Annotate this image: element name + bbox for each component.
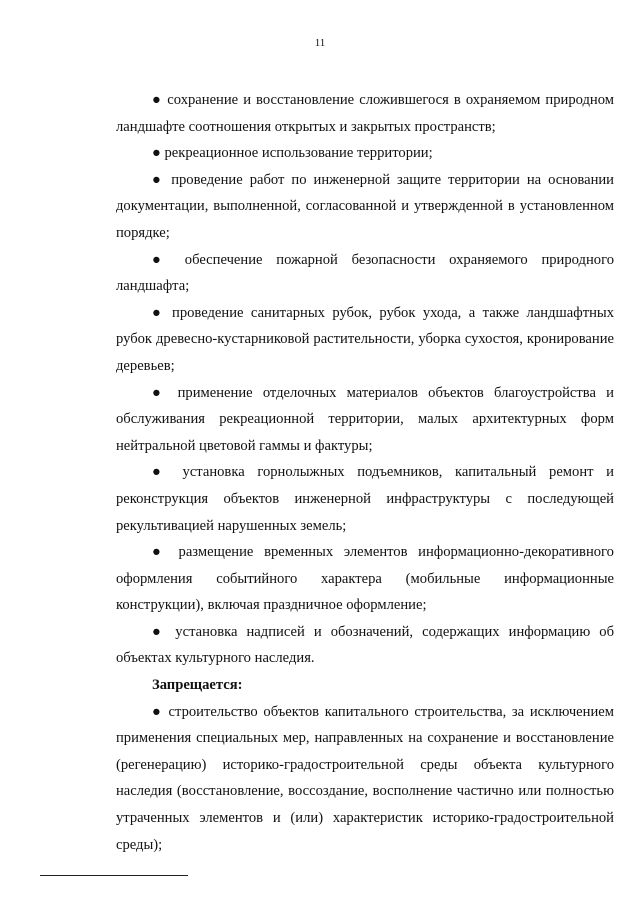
paragraph-text: установка надписей и обозначений, содержащих информацию об объектах культурного наследия. — [116, 623, 614, 667]
paragraph-engineering-protection — [116, 167, 614, 247]
paragraph-temporary-elements — [116, 539, 614, 619]
bullet-icon: ● — [152, 623, 167, 640]
section-heading-prohibited: Запрещается: — [152, 677, 243, 694]
bullet-icon: ● — [152, 171, 165, 188]
document-body — [116, 87, 614, 858]
paragraph-heritage-signs — [116, 619, 614, 672]
paragraph-text: проведение санитарных рубок, рубок ухода, а также ландшафтных рубок древесно-кустарниковой растительности, уборка сухостоя, кронирование деревьев; — [116, 304, 614, 374]
paragraph-text: сохранение и восстановление сложившегося в охраняемом природном ландшафте соотношения открытых и закрытых пространств; — [116, 92, 614, 135]
paragraph-preserve-landscape — [116, 87, 614, 140]
bullet-icon: ● — [152, 251, 171, 268]
bullet-icon: ● — [152, 384, 168, 401]
page-number: 11 — [314, 37, 326, 49]
bullet-icon: ● — [152, 304, 165, 321]
paragraph-text: рекреационное использование территории; — [164, 145, 433, 162]
paragraph-text: размещение временных элементов информационно-декоративного оформления событийного характера (мобильные информационные конструкции), включая праздничное оформление; — [116, 544, 614, 614]
bullet-icon: ● — [152, 92, 163, 108]
paragraph-text: проведение работ по инженерной защите территории на основании документации, выполненной, согласованной и утвержденной в установленном порядке; — [116, 171, 614, 241]
footnote-divider — [40, 875, 188, 876]
paragraph-text: обеспечение пожарной безопасности охраняемого природного ландшафта; — [116, 251, 614, 295]
paragraph-sanitary-felling — [116, 300, 614, 380]
paragraph-fire-safety — [116, 247, 614, 300]
paragraph-capital-construction — [116, 699, 614, 859]
paragraph-recreational-use — [116, 140, 614, 167]
paragraph-ski-lifts — [116, 459, 614, 539]
bullet-icon: ● — [152, 544, 168, 561]
paragraph-text: применение отделочных материалов объектов благоустройства и обслуживания рекреационной территории, малых архитектурных форм нейтральной цветовой гаммы и фактуры; — [116, 384, 614, 454]
paragraph-text: установка горнолыжных подъемников, капитальный ремонт и реконструкция объектов инженерной инфраструктуры с последующей рекультивацией нарушенных земель; — [116, 464, 614, 534]
bullet-icon: ● — [152, 703, 163, 720]
paragraph-finishing-materials — [116, 380, 614, 460]
paragraph-text: строительство объектов капитального строительства, за исключением применения специальных мер, направленных на сохранение и восстановление (регенерацию) историко-градостроительной среды объекта культурного наследия (восстановление, воссоздание, восполнение частично или полностью утраченных элементов и (или) характеристик историко-градостроительной среды); — [116, 703, 614, 853]
bullet-icon: ● — [152, 145, 161, 162]
bullet-icon: ● — [152, 464, 170, 481]
